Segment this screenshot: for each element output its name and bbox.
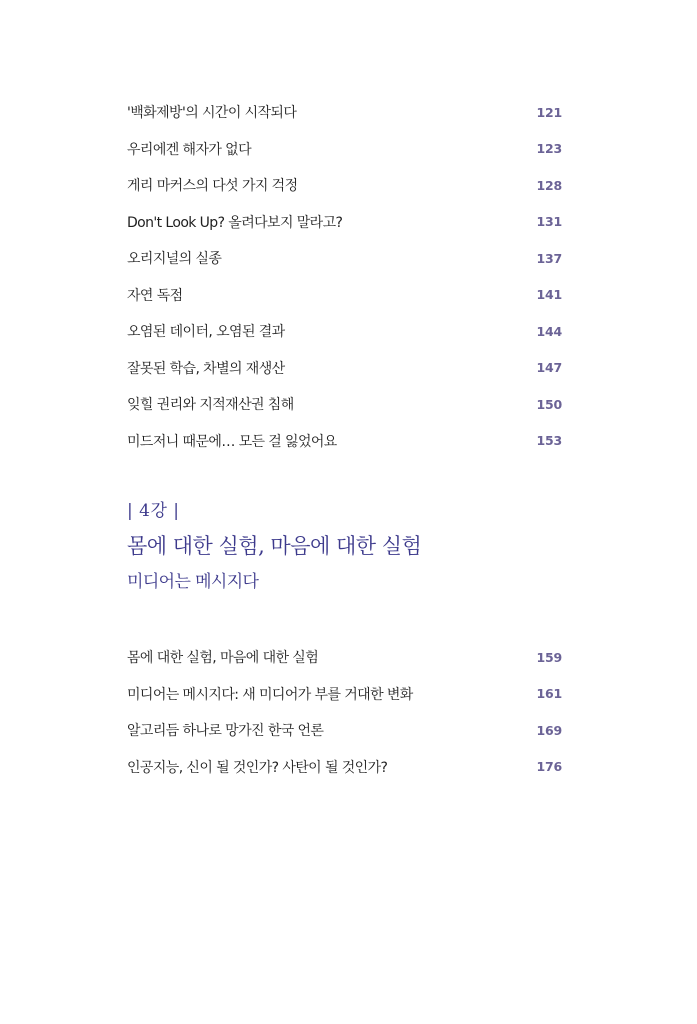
toc-entry xyxy=(127,712,562,749)
toc-entry-title: 미디어는 메시지다: 새 미디어가 부를 거대한 변화 xyxy=(127,686,413,703)
toc-entry-title: 우리에겐 해자가 없다 xyxy=(127,141,252,158)
toc-entry-title: 오염된 데이터, 오염된 결과 xyxy=(127,324,285,341)
toc-entry-page: 121 xyxy=(536,104,562,120)
toc-entry-title: '백화제방'의 시간이 시작되다 xyxy=(127,105,297,122)
toc-entry xyxy=(127,313,562,350)
toc-entry-page: 144 xyxy=(536,323,562,339)
toc-entry-title: 몸에 대한 실험, 마음에 대한 실험 xyxy=(127,650,319,667)
toc-entry-title: Don't Look Up? 올려다보지 말라고? xyxy=(127,214,343,231)
lecture-number: | 4강 | xyxy=(127,501,180,521)
toc-entry xyxy=(127,94,562,131)
toc-entry xyxy=(127,676,562,713)
toc-entry-page: 153 xyxy=(536,433,562,449)
toc-entry-page: 176 xyxy=(536,759,562,775)
toc-entry xyxy=(127,131,562,168)
toc-entry-page: 150 xyxy=(536,396,562,412)
toc-entry-page: 128 xyxy=(536,177,562,193)
toc-entry-title: 잘못된 학습, 차별의 재생산 xyxy=(127,360,285,377)
toc-entry-title: 알고리듬 하나로 망가진 한국 언론 xyxy=(127,723,324,740)
toc-entry xyxy=(127,639,562,676)
toc-entry-page: 137 xyxy=(536,250,562,266)
toc-entry xyxy=(127,386,562,423)
toc-entry-page: 131 xyxy=(536,214,562,230)
lecture-subtitle: 미디어는 메시지다 xyxy=(127,572,259,592)
toc-entry-page: 123 xyxy=(536,141,562,157)
toc-entry-title: 인공지능, 신이 될 것인가? 사탄이 될 것인가? xyxy=(127,759,388,776)
toc-entry-page: 141 xyxy=(536,287,562,303)
toc-entry-page: 159 xyxy=(536,649,562,665)
toc-entry-title: 잊힐 권리와 지적재산권 침해 xyxy=(127,397,294,414)
toc-list-part1 xyxy=(127,94,562,459)
toc-list-part2 xyxy=(127,639,562,785)
toc-entry-title: 오리지널의 실종 xyxy=(127,251,222,268)
toc-entry-title: 자연 독점 xyxy=(127,287,183,304)
lecture-header xyxy=(127,496,421,598)
toc-entry xyxy=(127,240,562,277)
lecture-title: 몸에 대한 실험, 마음에 대한 실험 xyxy=(127,534,422,558)
toc-entry-title: 미드저니 때문에… 모든 걸 잃었어요 xyxy=(127,433,337,450)
toc-entry-page: 169 xyxy=(536,722,562,738)
toc-entry xyxy=(127,167,562,204)
toc-entry xyxy=(127,749,562,786)
toc-entry xyxy=(127,204,562,241)
toc-entry xyxy=(127,350,562,387)
toc-entry xyxy=(127,423,562,460)
toc-entry-page: 161 xyxy=(536,686,562,702)
toc-entry-title: 게리 마커스의 다섯 가지 걱정 xyxy=(127,178,298,195)
toc-entry-page: 147 xyxy=(536,360,562,376)
toc-entry xyxy=(127,277,562,314)
